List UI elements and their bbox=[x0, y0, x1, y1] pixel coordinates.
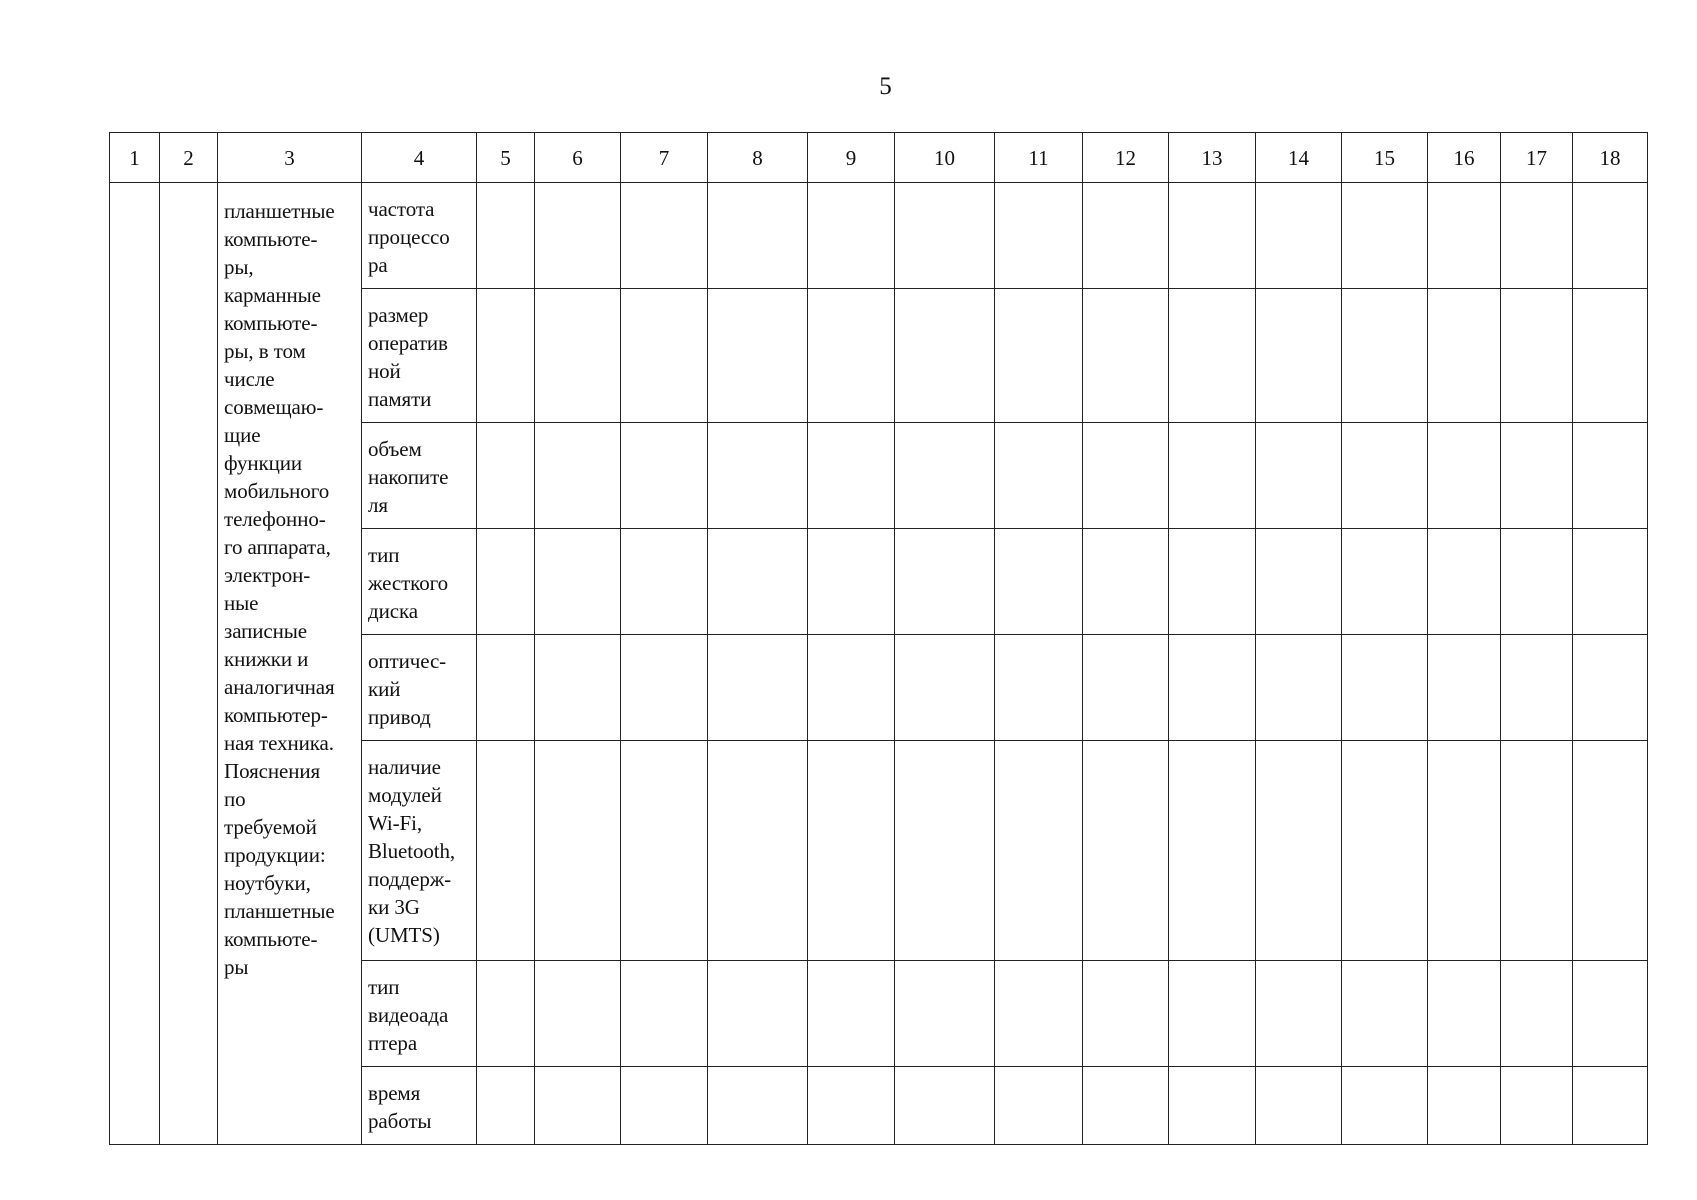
empty-cell bbox=[1083, 289, 1169, 423]
empty-cell bbox=[1501, 961, 1573, 1067]
empty-cell bbox=[1428, 1067, 1501, 1145]
parameter-cell: тип жесткого диска bbox=[362, 529, 477, 635]
empty-cell bbox=[621, 635, 708, 741]
empty-cell bbox=[477, 289, 535, 423]
empty-cell bbox=[621, 961, 708, 1067]
empty-cell bbox=[995, 529, 1083, 635]
parameter-cell: частота процессо ра bbox=[362, 183, 477, 289]
product-description-cell: планшетные компьюте- ры, карманные компьюте- ры, в том числе совмещаю- щие функции мобильного телефонно- го аппарата, электрон- ные записные книжки и аналогичная компьютер- ная техника. Пояснения по требуемой продукции: ноутбуки, планшетные компьюте- ры bbox=[218, 183, 362, 1145]
empty-cell bbox=[708, 741, 808, 961]
empty-cell bbox=[708, 289, 808, 423]
empty-cell bbox=[1083, 423, 1169, 529]
empty-cell bbox=[995, 1067, 1083, 1145]
empty-cell bbox=[708, 961, 808, 1067]
empty-cell bbox=[1573, 1067, 1648, 1145]
empty-cell bbox=[1428, 635, 1501, 741]
empty-cell bbox=[1573, 289, 1648, 423]
empty-cell bbox=[1573, 741, 1648, 961]
empty-cell bbox=[808, 1067, 895, 1145]
empty-cell bbox=[1501, 741, 1573, 961]
column-header: 12 bbox=[1083, 133, 1169, 183]
empty-cell bbox=[621, 423, 708, 529]
empty-cell bbox=[1428, 183, 1501, 289]
empty-cell bbox=[621, 289, 708, 423]
empty-cell bbox=[535, 289, 621, 423]
empty-cell bbox=[1501, 183, 1573, 289]
empty-cell bbox=[708, 1067, 808, 1145]
empty-cell bbox=[1342, 635, 1428, 741]
empty-cell bbox=[477, 423, 535, 529]
column-header: 18 bbox=[1573, 133, 1648, 183]
empty-cell bbox=[1342, 289, 1428, 423]
parameter-cell: размер оператив ной памяти bbox=[362, 289, 477, 423]
empty-cell bbox=[621, 529, 708, 635]
data-table bbox=[109, 132, 1648, 1145]
column-header: 2 bbox=[160, 133, 218, 183]
empty-cell bbox=[1342, 1067, 1428, 1145]
empty-cell bbox=[1256, 961, 1342, 1067]
column-header: 13 bbox=[1169, 133, 1256, 183]
column-header: 5 bbox=[477, 133, 535, 183]
empty-cell bbox=[110, 183, 160, 1145]
empty-cell bbox=[895, 635, 995, 741]
empty-cell bbox=[895, 1067, 995, 1145]
empty-cell bbox=[808, 529, 895, 635]
empty-cell bbox=[1573, 961, 1648, 1067]
column-header: 15 bbox=[1342, 133, 1428, 183]
empty-cell bbox=[1169, 183, 1256, 289]
empty-cell bbox=[995, 961, 1083, 1067]
column-header: 11 bbox=[995, 133, 1083, 183]
empty-cell bbox=[708, 635, 808, 741]
empty-cell bbox=[995, 289, 1083, 423]
empty-cell bbox=[1573, 423, 1648, 529]
page-number: 5 bbox=[879, 73, 892, 100]
empty-cell bbox=[1573, 183, 1648, 289]
empty-cell bbox=[808, 183, 895, 289]
empty-cell bbox=[535, 961, 621, 1067]
empty-cell bbox=[1169, 961, 1256, 1067]
column-header: 10 bbox=[895, 133, 995, 183]
empty-cell bbox=[895, 289, 995, 423]
empty-cell bbox=[1169, 289, 1256, 423]
parameter-cell: тип видеоада птера bbox=[362, 961, 477, 1067]
empty-cell bbox=[1083, 635, 1169, 741]
empty-cell bbox=[1501, 529, 1573, 635]
column-header: 9 bbox=[808, 133, 895, 183]
empty-cell bbox=[808, 961, 895, 1067]
empty-cell bbox=[535, 741, 621, 961]
empty-cell bbox=[1083, 1067, 1169, 1145]
empty-cell bbox=[808, 741, 895, 961]
parameter-cell: оптичес- кий привод bbox=[362, 635, 477, 741]
empty-cell bbox=[1169, 529, 1256, 635]
empty-cell bbox=[808, 635, 895, 741]
column-header: 7 bbox=[621, 133, 708, 183]
column-header: 16 bbox=[1428, 133, 1501, 183]
empty-cell bbox=[477, 635, 535, 741]
empty-cell bbox=[1083, 529, 1169, 635]
column-header: 8 bbox=[708, 133, 808, 183]
empty-cell bbox=[995, 423, 1083, 529]
empty-cell bbox=[621, 741, 708, 961]
empty-cell bbox=[895, 741, 995, 961]
empty-cell bbox=[477, 529, 535, 635]
empty-cell bbox=[1342, 183, 1428, 289]
empty-cell bbox=[1428, 289, 1501, 423]
empty-cell bbox=[1342, 961, 1428, 1067]
empty-cell bbox=[535, 423, 621, 529]
parameter-cell: время работы bbox=[362, 1067, 477, 1145]
empty-cell bbox=[1083, 183, 1169, 289]
empty-cell bbox=[995, 183, 1083, 289]
empty-cell bbox=[708, 529, 808, 635]
empty-cell bbox=[1169, 423, 1256, 529]
empty-cell bbox=[535, 529, 621, 635]
empty-cell bbox=[1169, 635, 1256, 741]
empty-cell bbox=[1501, 289, 1573, 423]
empty-cell bbox=[1256, 423, 1342, 529]
column-header: 14 bbox=[1256, 133, 1342, 183]
empty-cell bbox=[1256, 529, 1342, 635]
empty-cell bbox=[1342, 423, 1428, 529]
empty-cell bbox=[995, 741, 1083, 961]
empty-cell bbox=[535, 183, 621, 289]
empty-cell bbox=[808, 289, 895, 423]
empty-cell bbox=[535, 1067, 621, 1145]
empty-cell bbox=[708, 183, 808, 289]
empty-cell bbox=[808, 423, 895, 529]
empty-cell bbox=[1501, 423, 1573, 529]
empty-cell bbox=[708, 423, 808, 529]
empty-cell bbox=[1428, 961, 1501, 1067]
empty-cell bbox=[477, 741, 535, 961]
empty-cell bbox=[1573, 635, 1648, 741]
empty-cell bbox=[1256, 183, 1342, 289]
header-row bbox=[110, 133, 1648, 183]
empty-cell bbox=[895, 529, 995, 635]
column-header: 4 bbox=[362, 133, 477, 183]
empty-cell bbox=[1428, 529, 1501, 635]
empty-cell bbox=[477, 1067, 535, 1145]
column-header: 17 bbox=[1501, 133, 1573, 183]
empty-cell bbox=[1501, 1067, 1573, 1145]
empty-cell bbox=[1573, 529, 1648, 635]
parameter-cell: наличие модулей Wi-Fi, Bluetooth, поддерж- ки 3G (UMTS) bbox=[362, 741, 477, 961]
empty-cell bbox=[1256, 741, 1342, 961]
empty-cell bbox=[895, 423, 995, 529]
empty-cell bbox=[1083, 741, 1169, 961]
empty-cell bbox=[895, 961, 995, 1067]
empty-cell bbox=[1428, 741, 1501, 961]
empty-cell bbox=[477, 961, 535, 1067]
empty-cell bbox=[160, 183, 218, 1145]
empty-cell bbox=[1083, 961, 1169, 1067]
table-row bbox=[110, 183, 1648, 289]
empty-cell bbox=[1256, 635, 1342, 741]
empty-cell bbox=[995, 635, 1083, 741]
empty-cell bbox=[1256, 1067, 1342, 1145]
column-header: 3 bbox=[218, 133, 362, 183]
empty-cell bbox=[1501, 635, 1573, 741]
empty-cell bbox=[621, 183, 708, 289]
empty-cell bbox=[535, 635, 621, 741]
empty-cell bbox=[1428, 423, 1501, 529]
empty-cell bbox=[895, 183, 995, 289]
empty-cell bbox=[1256, 289, 1342, 423]
empty-cell bbox=[1169, 741, 1256, 961]
empty-cell bbox=[1169, 1067, 1256, 1145]
column-header: 1 bbox=[110, 133, 160, 183]
empty-cell bbox=[1342, 741, 1428, 961]
empty-cell bbox=[621, 1067, 708, 1145]
parameter-cell: объем накопите ля bbox=[362, 423, 477, 529]
empty-cell bbox=[1342, 529, 1428, 635]
empty-cell bbox=[477, 183, 535, 289]
column-header: 6 bbox=[535, 133, 621, 183]
